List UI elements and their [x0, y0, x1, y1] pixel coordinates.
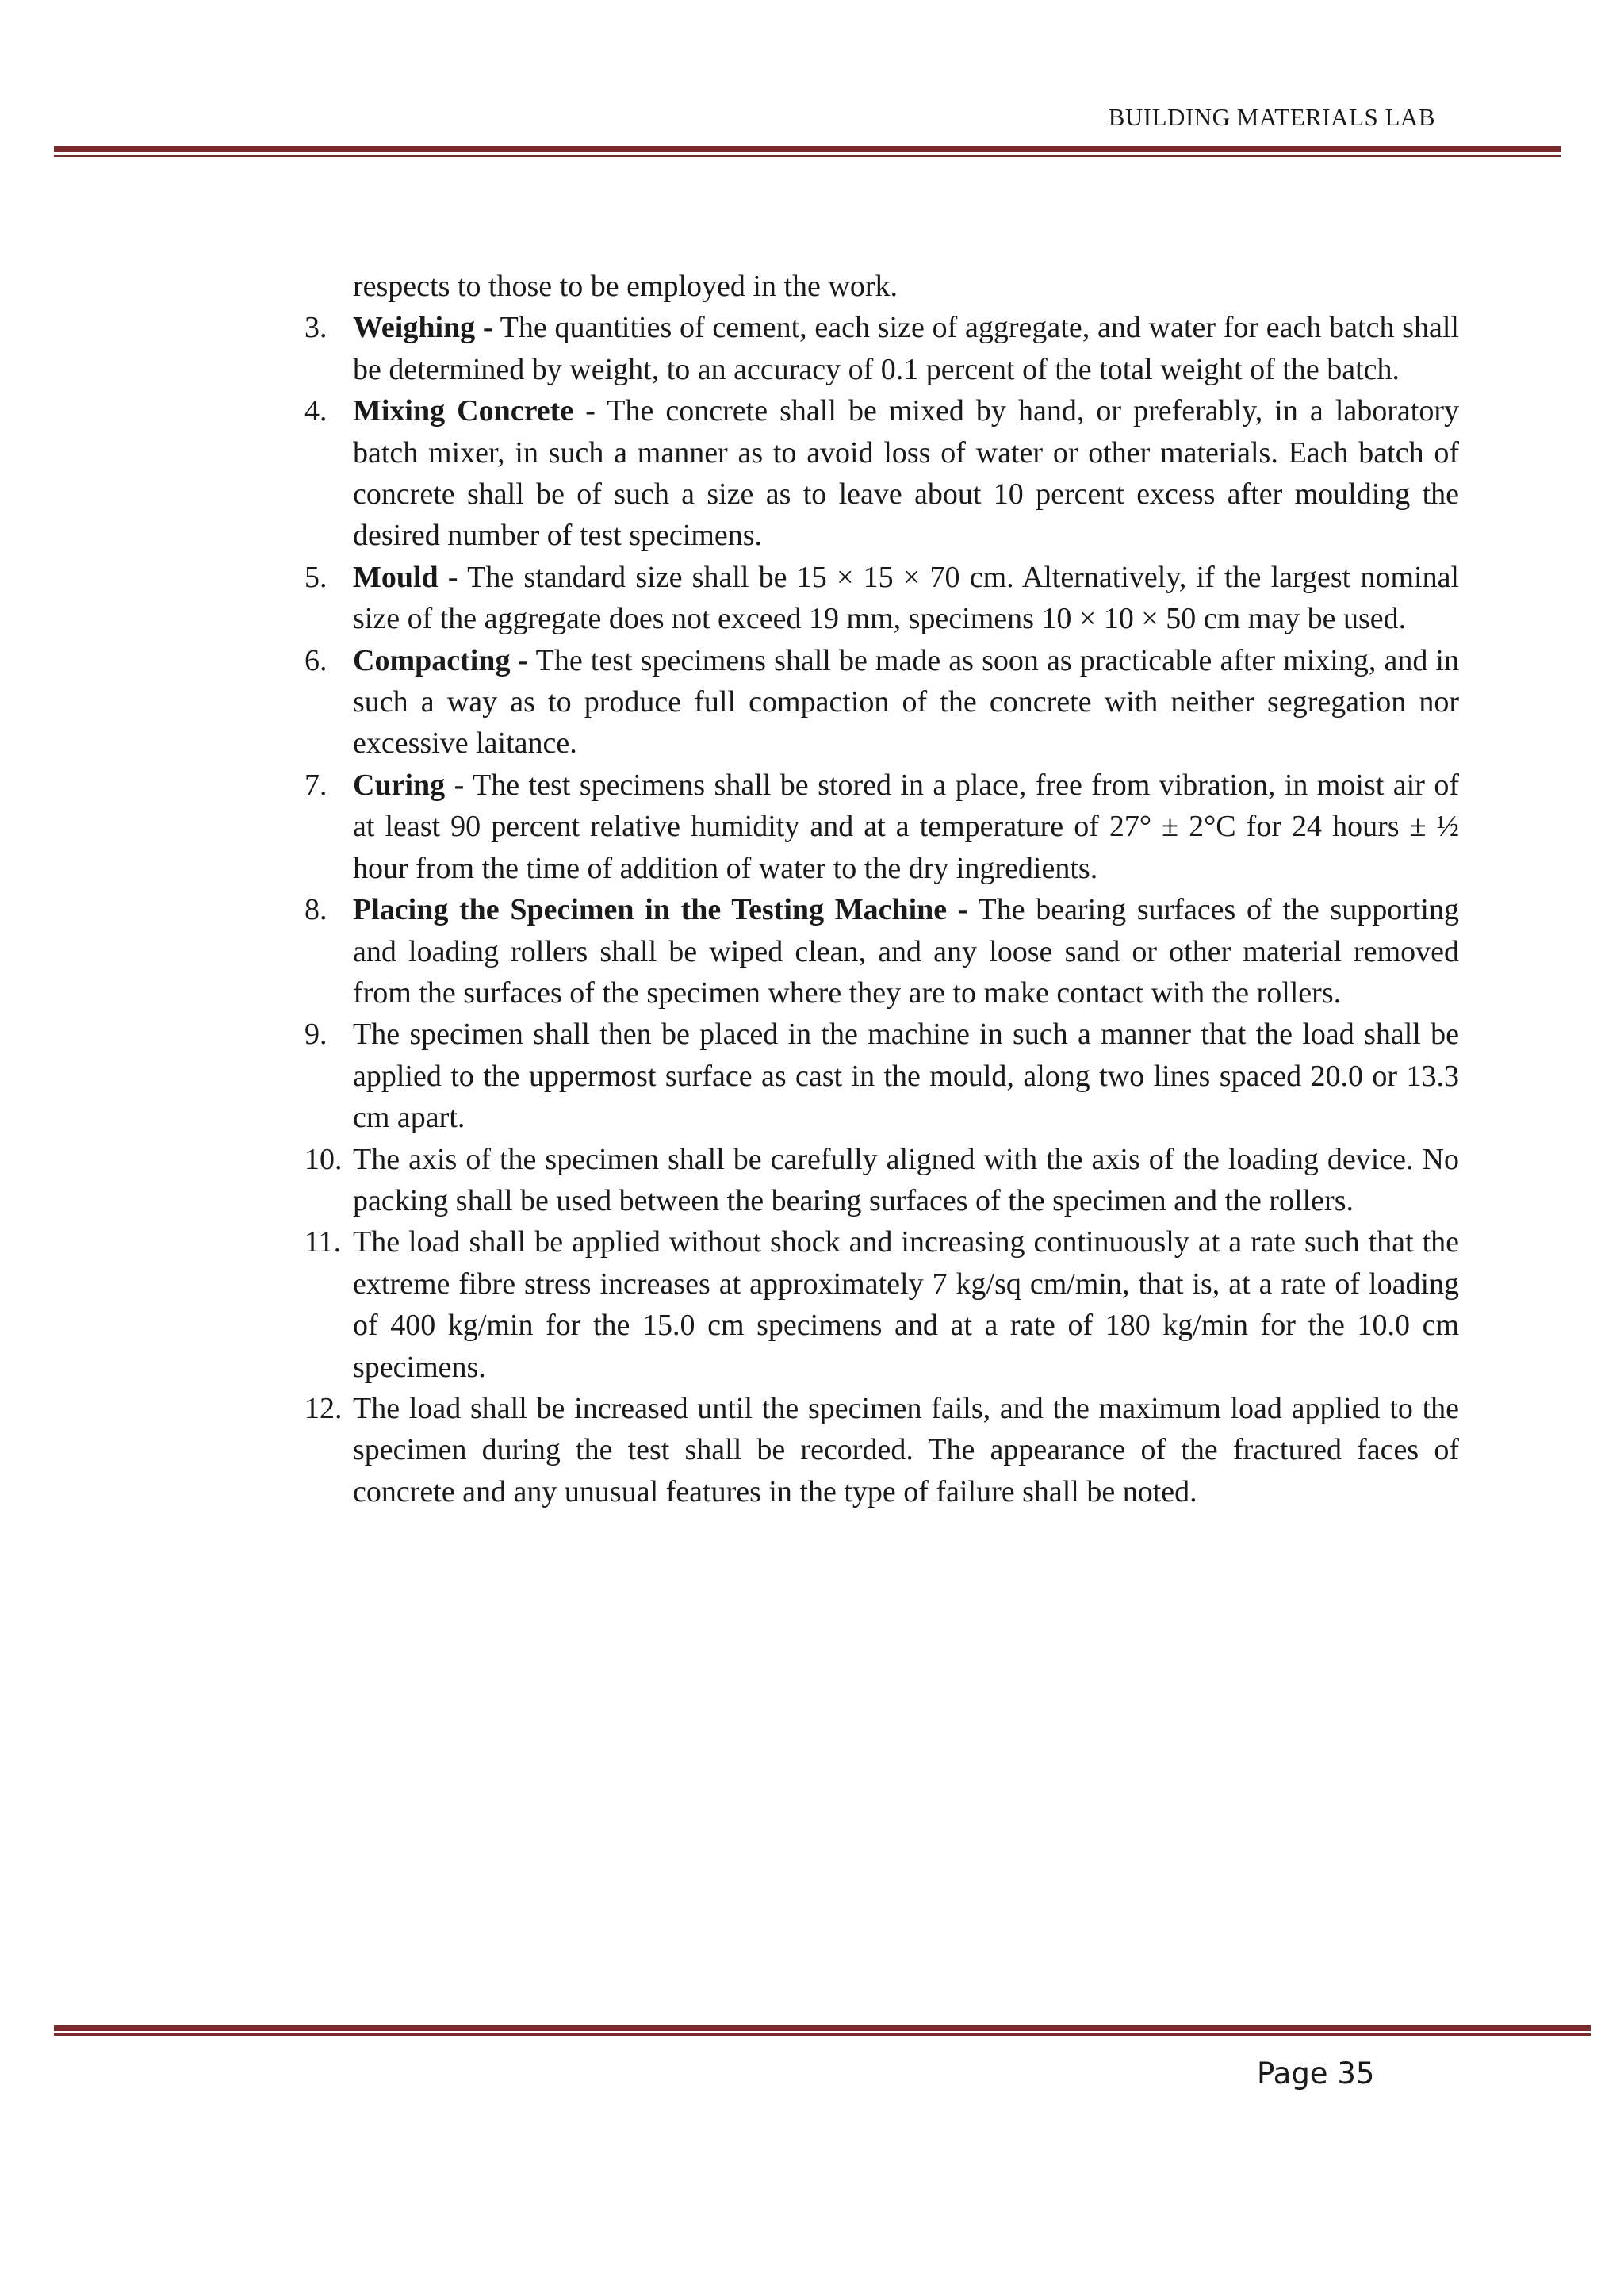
- item-text: The load shall be applied without shock and increasing continuously at a rate such that the extreme fibre stress increases at approximately 7 kg/sq cm/min, that is, at a rate of loading of 400 kg/min for the 15.0 cm specimens and at a rate of 180 kg/min for the 10.0 cm specimens.: [353, 1225, 1459, 1384]
- page-body: [304, 266, 1459, 1512]
- continuation-line: respects to those to be employed in the work.: [353, 270, 898, 303]
- header-rule: [54, 146, 1561, 157]
- item-text: The quantities of cement, each size of aggregate, and water for each batch shall be determined by weight, to an accuracy of 0.1 percent of the total weight of the batch.: [353, 311, 1459, 386]
- footer-rule-thin: [54, 2033, 1591, 2036]
- item-heading: Placing the Specimen in the Testing Machine -: [353, 893, 968, 927]
- item-text: The specimen shall then be placed in the machine in such a manner that the load shall be applied to the uppermost surface as cast in the mould, along two lines spaced 20.0 or 13.3 cm apart.: [353, 1018, 1459, 1135]
- procedure-list: [304, 307, 1459, 1512]
- list-item: [304, 765, 1459, 889]
- list-item: [304, 1221, 1459, 1388]
- item-heading: Mould -: [353, 560, 458, 594]
- item-number: 6.: [304, 643, 327, 677]
- page-number: Page 35: [1257, 2056, 1375, 2091]
- item-text: The test specimens shall be made as soon as practicable after mixing, and in such a way as to produce full compaction of the concrete with neither segregation nor excessive laitance.: [353, 643, 1459, 761]
- item-number: 10.: [304, 1142, 343, 1176]
- item-number: 7.: [304, 768, 327, 802]
- item-number: 8.: [304, 893, 327, 927]
- footer-rule: [54, 2025, 1591, 2036]
- item-number: 3.: [304, 311, 327, 345]
- item-number: 9.: [304, 1018, 327, 1052]
- list-item: [304, 640, 1459, 765]
- list-item: [304, 1388, 1459, 1512]
- item-number: 5.: [304, 560, 327, 594]
- item-text: The test specimens shall be stored in a place, free from vibration, in moist air of at least 90 percent relative humidity and at a temperature of 27° ± 2°C for 24 hours ± ½ hour from the time of addition of water to the dry ingredients.: [353, 768, 1459, 885]
- item-text: The bearing surfaces of the supporting and loading rollers shall be wiped clean, and any loose sand or other material removed from the surfaces of the specimen where they are to make contact with the rollers.: [353, 893, 1459, 1010]
- item-heading: Compacting -: [353, 643, 529, 677]
- list-item: [304, 307, 1459, 390]
- item-number: 12.: [304, 1391, 343, 1425]
- footer-rule-thick: [54, 2025, 1591, 2031]
- running-header-title: BUILDING MATERIALS LAB: [1108, 103, 1435, 131]
- list-item: [304, 557, 1459, 640]
- item-text: The load shall be increased until the specimen fails, and the maximum load applied to the specimen during the test shall be recorded. The appearance of the fractured faces of concrete and any unusual features in the type of failure shall be noted.: [353, 1391, 1459, 1508]
- item-heading: Mixing Concrete -: [353, 394, 596, 428]
- list-item: [304, 1139, 1459, 1222]
- header-rule-thin: [54, 155, 1561, 157]
- item-text: The concrete shall be mixed by hand, or preferably, in a laboratory batch mixer, in such a manner as to avoid loss of water or other materials. Each batch of concrete shall be of such a size as to leave about 10 percent excess after moulding the desired number of test specimens.: [353, 394, 1459, 553]
- item-heading: Curing -: [353, 768, 465, 802]
- list-item: [304, 390, 1459, 557]
- item-heading: Weighing -: [353, 311, 493, 345]
- item-text: The standard size shall be 15 × 15 × 70 cm. Alternatively, if the largest nominal size of the aggregate does not exceed 19 mm, specimens 10 × 10 × 50 cm may be used.: [353, 560, 1459, 636]
- list-item: [304, 1014, 1459, 1138]
- header-rule-thick: [54, 146, 1561, 152]
- item-text: The axis of the specimen shall be carefully aligned with the axis of the loading device. No packing shall be used between the bearing surfaces of the specimen and the rollers.: [353, 1142, 1459, 1217]
- item-number: 4.: [304, 394, 327, 428]
- item-number: 11.: [304, 1225, 342, 1259]
- list-item: [304, 889, 1459, 1014]
